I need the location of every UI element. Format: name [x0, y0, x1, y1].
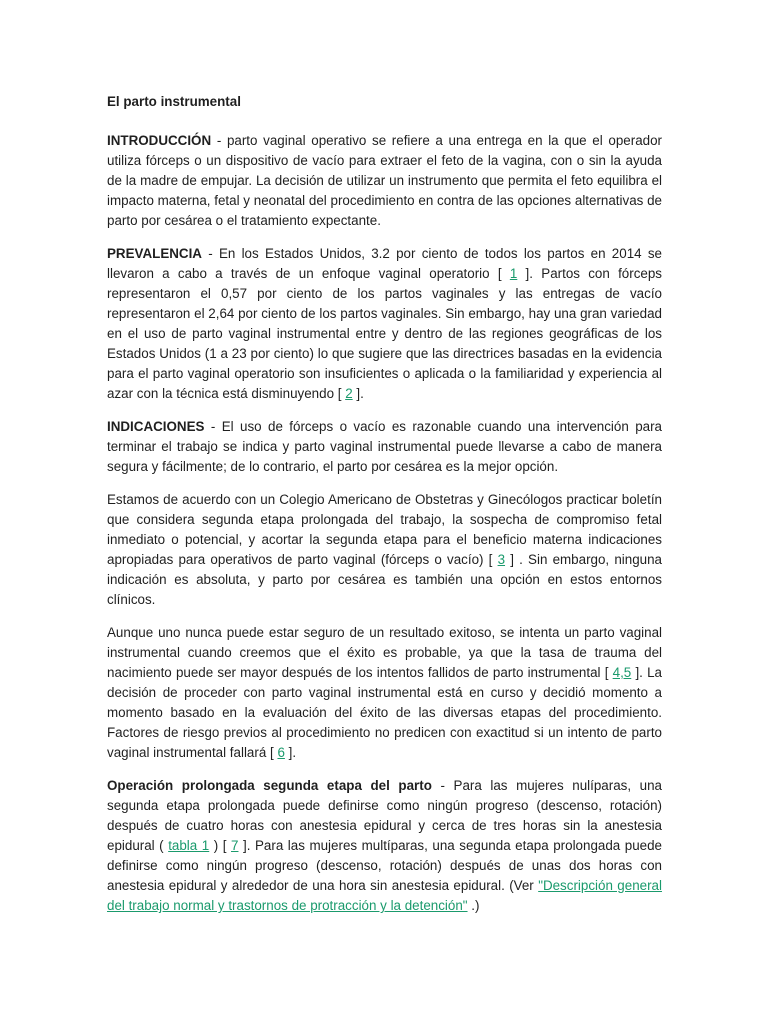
reference-link-6[interactable]: 6 — [277, 745, 285, 760]
aunque-text-3: ]. — [284, 745, 297, 760]
heading-indicaciones: INDICACIONES — [107, 419, 205, 434]
indicaciones-text: El uso de fórceps o vacío es razonable cuando una intervención para terminar el trabajo se indica y parto vaginal instrumental puede llevarse a cabo de manera segura y fácilmente; de lo contrario, el parto por cesárea es la mejor opción. — [107, 419, 662, 474]
reference-link-1[interactable]: 1 — [509, 266, 518, 281]
prevalencia-text-1: En los Estados Unidos, 3.2 por ciento de todos los partos en 2014 se llevaron a cabo a través de un enfoque vaginal operatorio [ — [107, 246, 662, 281]
separator: - — [431, 778, 454, 793]
reference-link-7[interactable]: 7 — [231, 838, 239, 853]
aunque-text-1: Aunque uno nunca puede estar seguro de un resultado exitoso, se intenta un parto vaginal instrumental cuando creemos que el éxito es probable, ya que la tasa de trauma del nacimiento puede ser mayor después de los intentos fallidos de parto instrumental [ — [107, 625, 662, 680]
document-title: El parto instrumental — [107, 94, 241, 109]
paragraph-operacion — [107, 776, 662, 916]
paragraph-prevalencia — [107, 244, 662, 404]
aunque-text-2: ]. La decisión de proceder con parto vaginal instrumental está en curso y decidió momento a momento basado en la evaluación del éxito de las diversas etapas del procedimiento. Factores de riesgo previos al procedimiento no predicen con exactitud si un intento de parto vaginal instrumental fallará [ — [107, 665, 662, 760]
paragraph-aunque — [107, 623, 662, 763]
topic-link-trabajo-normal[interactable]: "Descripción general del trabajo normal y trastornos de protracción y la detención" — [107, 878, 662, 913]
paragraph-indicaciones — [107, 417, 662, 477]
table-link-1[interactable]: tabla 1 — [168, 838, 210, 853]
operacion-text-1: Para las mujeres nulíparas, una segunda etapa prolongada puede definirse como ningún progreso (descenso, rotación) después de cuatro horas con anestesia epidural y cerca de tres horas sin la anestesia epidural ( — [107, 778, 662, 853]
operacion-text-2: ) [ — [209, 838, 232, 853]
heading-prevalencia: PREVALENCIA — [107, 246, 202, 261]
heading-introduccion: INTRODUCCIÓN — [107, 133, 212, 148]
intro-text: parto vaginal operativo se refiere a una entrega en la que el operador utiliza fórceps o un dispositivo de vacío para extraer el feto de la vagina, con o sin la ayuda de la madre de empujar. La decisión de utilizar un instrumento que permita el feto equilibra el impacto materna, fetal y neonatal del procedimiento en contra de las opciones alternativas de parto por cesárea o el tratamiento expectante. — [107, 133, 662, 228]
document-body — [107, 92, 662, 929]
paragraph-acuerdo — [107, 490, 662, 610]
acuerdo-text-1: Estamos de acuerdo con un Colegio Americano de Obstetras y Ginecólogos practicar boletín que considera segunda etapa prolongada del trabajo, la sospecha de compromiso fetal inmediato o potencial, y acortar la segunda etapa para el beneficio materna indicaciones apropiadas para operativos de parto vaginal (fórceps o vacío) [ — [107, 492, 662, 567]
separator: - — [204, 419, 222, 434]
operacion-text-4: .) — [467, 898, 480, 913]
prevalencia-text-2: ]. Partos con fórceps representaron el 0,57 por ciento de los partos vaginales y las entregas de vacío representaron el 2,64 por ciento de los partos vaginales. Sin embargo, hay una gran variedad en el uso de parto vaginal instrumental entre y dentro de las regiones geográficas de los Estados Unidos (1 a 23 por ciento) lo que sugiere que las directrices basadas en la evidencia para el parto vaginal operatorio son insuficientes o aplicada o la familiaridad y experiencia al azar con la técnica está disminuyendo [ — [107, 266, 662, 401]
reference-link-3[interactable]: 3 — [497, 552, 506, 567]
operacion-text-3: ]. Para las mujeres multíparas, una segunda etapa prolongada puede definirse como ningún progreso (descenso, rotación) después de unas dos horas con anestesia epidural y alrededor de una hora sin anestesia epidural. (Ver — [107, 838, 663, 893]
reference-link-4-5[interactable]: 4,5 — [612, 665, 632, 680]
prevalencia-text-3: ]. — [352, 386, 364, 401]
separator: - — [211, 133, 227, 148]
separator: - — [201, 246, 219, 261]
heading-operacion: Operación prolongada segunda etapa del parto — [107, 778, 432, 793]
paragraph-introduccion — [107, 131, 662, 231]
reference-link-2[interactable]: 2 — [345, 386, 353, 401]
acuerdo-text-2: ] . Sin embargo, ninguna indicación es absoluta, y parto por cesárea es también una opción en estos entornos clínicos. — [107, 552, 662, 607]
